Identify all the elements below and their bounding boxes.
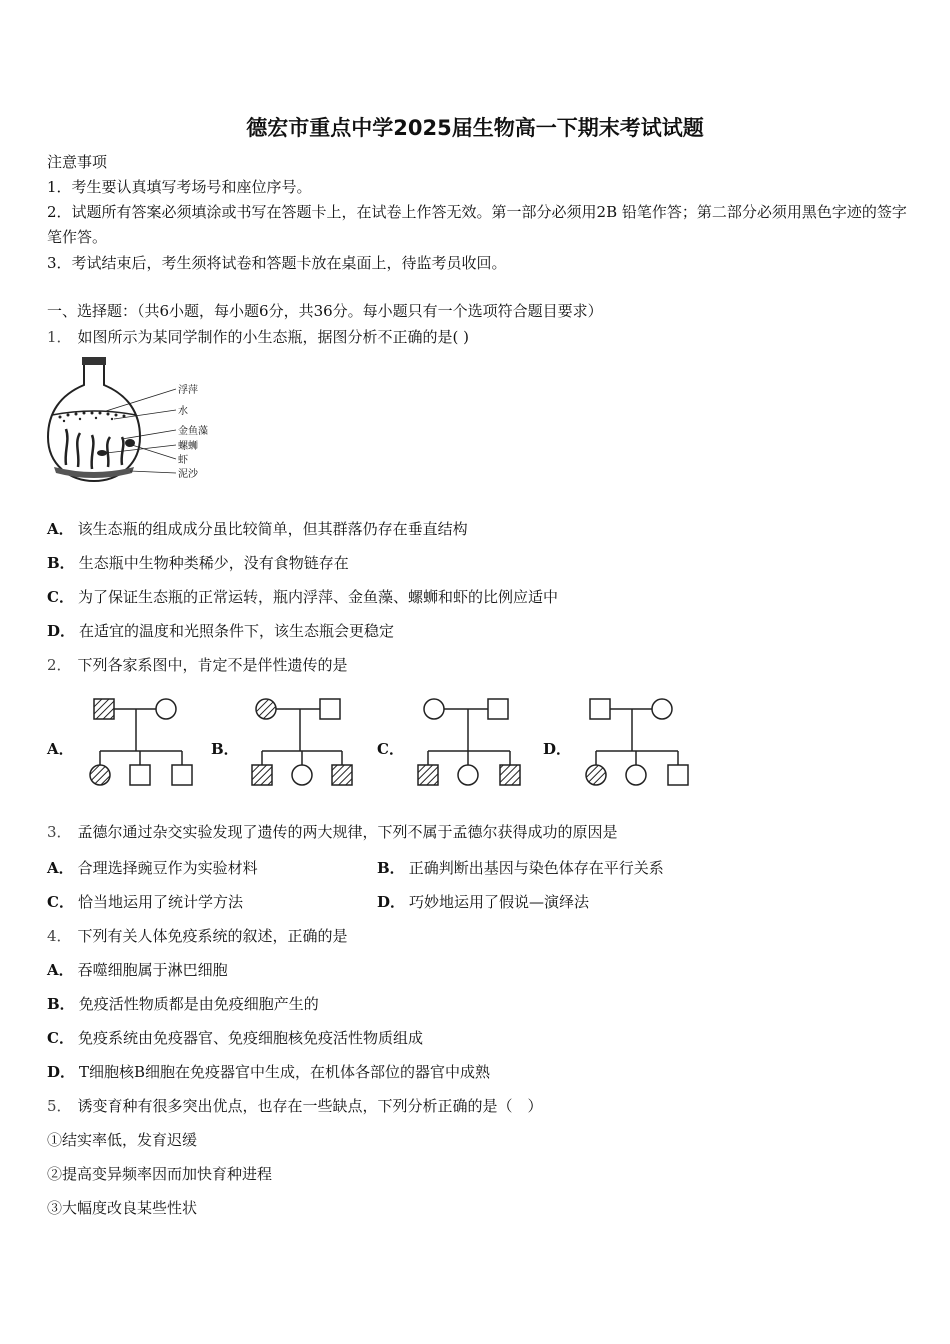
normal-female <box>652 699 672 719</box>
affected-male <box>418 765 438 785</box>
normal-female <box>156 699 176 719</box>
pedigree-c <box>412 693 524 793</box>
q1-option-c <box>47 587 558 607</box>
q3-option-d <box>377 892 589 912</box>
question-number: 5． <box>47 1097 72 1115</box>
option-letter: A． <box>47 859 74 877</box>
snail <box>97 450 107 456</box>
q2-option-b-letter: B． <box>211 740 239 758</box>
normal-female <box>424 699 444 719</box>
pedigree-d <box>578 693 694 793</box>
option-letter: D． <box>47 1063 76 1081</box>
option-text: 恰当地运用了统计学方法 <box>77 893 243 911</box>
normal-female <box>292 765 312 785</box>
question-5 <box>47 1096 543 1116</box>
notice-item-1: 1．考生要认真填写考场号和座位序号。 <box>47 178 312 196</box>
q4-option-a <box>47 960 228 980</box>
option-letter: A． <box>47 520 74 538</box>
label-leaders <box>106 389 176 473</box>
option-text: T细胞核B细胞在免疫器官中生成，在机体各部位的器官中成熟 <box>79 1063 491 1081</box>
question-stem: 下列有关人体免疫系统的叙述，正确的是 <box>77 927 348 945</box>
affected-female <box>256 699 276 719</box>
option-text: 为了保证生态瓶的正常运转，瓶内浮萍、金鱼藻、螺蛳和虾的比例应适中 <box>77 588 558 606</box>
affected-male <box>252 765 272 785</box>
option-letter: B． <box>377 859 405 877</box>
affected-female <box>90 765 110 785</box>
option-letter: D． <box>377 893 406 911</box>
bottle-outline <box>48 365 140 481</box>
question-3 <box>47 822 618 842</box>
option-text: 巧妙地运用了假说—演绎法 <box>409 893 590 911</box>
question-stem: 下列各家系图中，肯定不是伴性遗传的是 <box>77 656 348 674</box>
label-sand: 泥沙 <box>178 469 198 480</box>
pedigree-b <box>246 693 358 793</box>
q2-option-a-letter: A． <box>47 740 74 758</box>
normal-male <box>668 765 688 785</box>
label-hornwort: 金鱼藻 <box>178 426 208 437</box>
option-letter: C． <box>47 893 74 911</box>
option-text: 合理选择豌豆作为实验材料 <box>77 859 258 877</box>
label-shrimp: 虾 <box>178 455 188 466</box>
label-duckweed: 浮萍 <box>178 385 198 396</box>
pedigree-a <box>86 693 198 793</box>
notice-heading: 注意事项 <box>47 153 108 171</box>
option-letter: D． <box>47 622 76 640</box>
q2-option-d-letter: D． <box>543 740 572 758</box>
option-text: 吞噬细胞属于淋巴细胞 <box>77 961 228 979</box>
option-text: 免疫系统由免疫器官、免疫细胞核免疫活性物质组成 <box>77 1029 423 1047</box>
label-snail: 螺蛳 <box>178 441 198 452</box>
affected-male <box>94 699 114 719</box>
normal-male <box>320 699 340 719</box>
q5-item-1: ①结实率低，发育迟缓 <box>47 1131 198 1149</box>
normal-female <box>626 765 646 785</box>
option-letter: C． <box>47 1029 74 1047</box>
q4-option-d <box>47 1062 490 1082</box>
ecosystem-bottle-figure <box>44 355 224 485</box>
affected-female <box>586 765 606 785</box>
q5-item-2: ②提高变异频率因而加快育种进程 <box>47 1165 273 1183</box>
normal-male <box>488 699 508 719</box>
option-letter: C． <box>47 588 74 606</box>
exam-title: 德宏市重点中学2025届生物高一下期末考试试题 <box>246 116 704 140</box>
q2-option-c-letter: C． <box>377 740 404 758</box>
q3-option-b <box>377 858 664 878</box>
water-surface <box>52 411 136 415</box>
option-text: 免疫活性物质都是由免疫细胞产生的 <box>78 995 319 1013</box>
question-stem: 诱变育种有很多突出优点，也存在一些缺点，下列分析正确的是（ ） <box>77 1097 543 1115</box>
normal-male <box>590 699 610 719</box>
option-text: 生态瓶中生物种类稀少，没有食物链存在 <box>78 554 349 572</box>
affected-male <box>332 765 352 785</box>
option-letter: B． <box>47 995 75 1013</box>
section-heading: 一、选择题：（共6小题，每小题6分，共36分。每小题只有一个选项符合题目要求） <box>47 302 603 320</box>
question-number: 2． <box>47 656 72 674</box>
q3-option-c <box>47 892 243 912</box>
sand <box>54 467 134 478</box>
bottle-cork <box>82 357 106 365</box>
question-1 <box>47 327 469 347</box>
question-stem: 如图所示为某同学制作的小生态瓶，据图分析不正确的是( ) <box>77 328 470 346</box>
option-letter: B． <box>47 554 75 572</box>
option-text: 在适宜的温度和光照条件下，该生态瓶会更稳定 <box>79 622 395 640</box>
option-letter: A． <box>47 961 74 979</box>
question-4 <box>47 926 348 946</box>
label-water: 水 <box>178 406 188 417</box>
option-text: 正确判断出基因与染色体存在平行关系 <box>408 859 664 877</box>
question-stem: 孟德尔通过杂交实验发现了遗传的两大规律，下列不属于孟德尔获得成功的原因是 <box>77 823 618 841</box>
normal-male <box>130 765 150 785</box>
question-number: 3． <box>47 823 72 841</box>
question-2 <box>47 655 348 675</box>
normal-male <box>172 765 192 785</box>
q1-option-d <box>47 621 394 641</box>
q1-option-a <box>47 519 468 539</box>
hornwort <box>66 429 124 469</box>
notice-item-2: 2．试题所有答案必须填涂或书写在答题卡上，在试卷上作答无效。第一部分必须用2B 铅笔作答；第二部分必须用黑色字迹的签字笔作答。 <box>47 203 907 246</box>
question-number: 1． <box>47 328 72 346</box>
question-number: 4． <box>47 927 72 945</box>
q5-item-3: ③大幅度改良某些性状 <box>47 1199 198 1217</box>
option-text: 该生态瓶的组成成分虽比较简单，但其群落仍存在垂直结构 <box>77 520 468 538</box>
q1-option-b <box>47 553 349 573</box>
normal-female <box>458 765 478 785</box>
affected-male <box>500 765 520 785</box>
notice-item-3: 3．考试结束后，考生须将试卷和答题卡放在桌面上，待监考员收回。 <box>47 254 507 272</box>
q4-option-c <box>47 1028 423 1048</box>
q4-option-b <box>47 994 319 1014</box>
q3-option-a <box>47 858 258 878</box>
